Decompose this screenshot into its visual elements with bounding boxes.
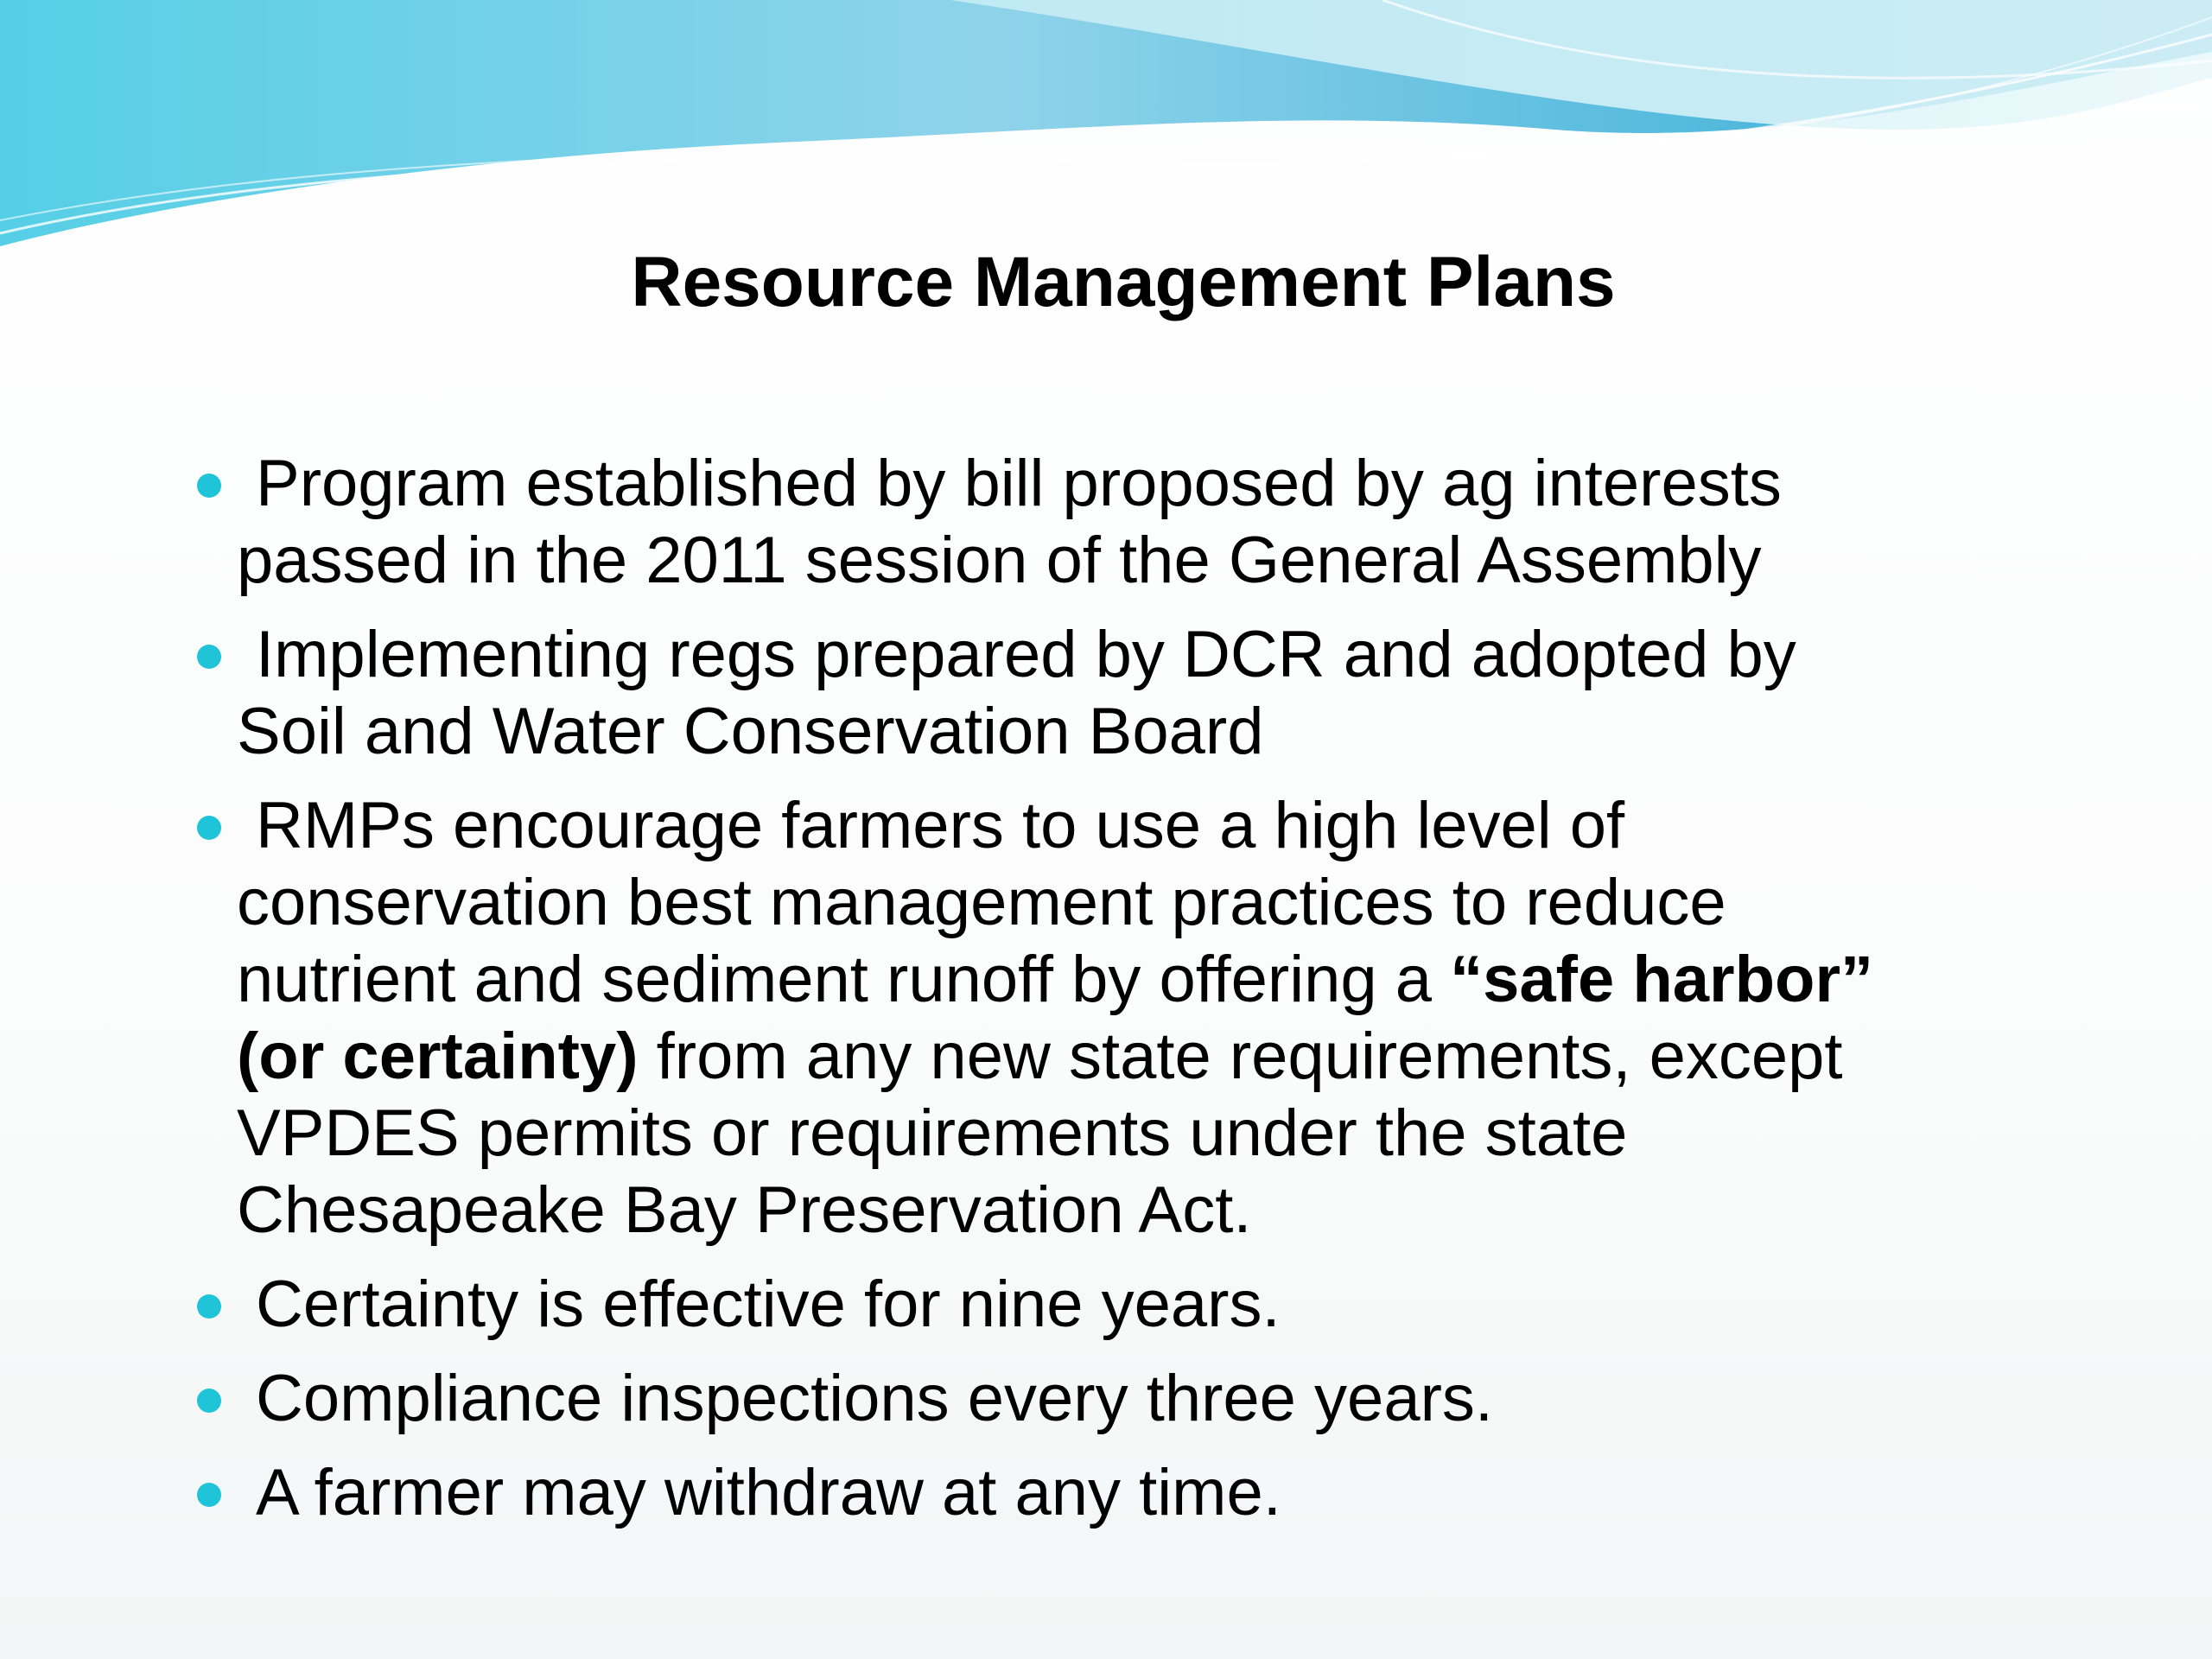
bullet-text <box>237 1266 2094 1343</box>
bullet-item-rmps <box>194 787 2094 1249</box>
bullet-text-segment: nutrient and sediment runoff by offering a <box>237 943 1451 1016</box>
bullet-line: Soil and Water Conservation Board <box>237 695 1264 768</box>
bullet-line: Program established by bill proposed by ag interests <box>256 447 1782 520</box>
slide-title: Resource Management Plans <box>631 243 1616 321</box>
bullet-dot-icon <box>197 645 221 669</box>
bullet-item-inspections <box>194 1360 2094 1437</box>
bullet-text <box>237 445 2094 599</box>
bullet-line: passed in the 2011 session of the General Assembly <box>237 524 1762 597</box>
bullet-line: Compliance inspections every three years. <box>256 1362 1494 1435</box>
bullet-item-regs <box>194 616 2094 770</box>
bullet-item-program <box>194 445 2094 599</box>
certainty-emphasis: (or certainty) <box>237 1020 639 1093</box>
safe-harbor-emphasis: “safe harbor” <box>1450 943 1874 1016</box>
bullet-line: VPDES permits or requirements under the state <box>237 1096 1628 1170</box>
bullet-line: A farmer may withdraw at any time. <box>256 1456 1281 1529</box>
bullet-line: Certainty is effective for nine years. <box>256 1268 1281 1341</box>
bullet-text-segment: from any new state requirements, except <box>638 1020 1843 1093</box>
bullet-line: conservation best management practices to reduce <box>237 866 1726 939</box>
bullet-line: Implementing regs prepared by DCR and adopted by <box>256 618 1796 691</box>
bullet-text <box>237 616 2094 770</box>
bullet-dot-icon <box>197 1483 221 1507</box>
bullet-text <box>237 1454 2094 1531</box>
bullet-item-withdraw <box>194 1454 2094 1531</box>
bullet-dot-icon <box>197 1389 221 1413</box>
bullet-dot-icon <box>197 1294 221 1319</box>
bullet-dot-icon <box>197 816 221 840</box>
bullet-text <box>237 1360 2094 1437</box>
bullet-line: RMPs encourage farmers to use a high level of <box>256 789 1625 862</box>
bullet-line <box>237 1018 2094 1095</box>
bullet-list <box>194 445 2094 1548</box>
header-wave-decoration <box>0 0 2212 259</box>
bullet-dot-icon <box>197 474 221 498</box>
bullet-line <box>237 941 2094 1018</box>
bullet-item-certainty <box>194 1266 2094 1343</box>
bullet-line: Chesapeake Bay Preservation Act. <box>237 1173 1252 1247</box>
bullet-text <box>237 787 2094 1249</box>
